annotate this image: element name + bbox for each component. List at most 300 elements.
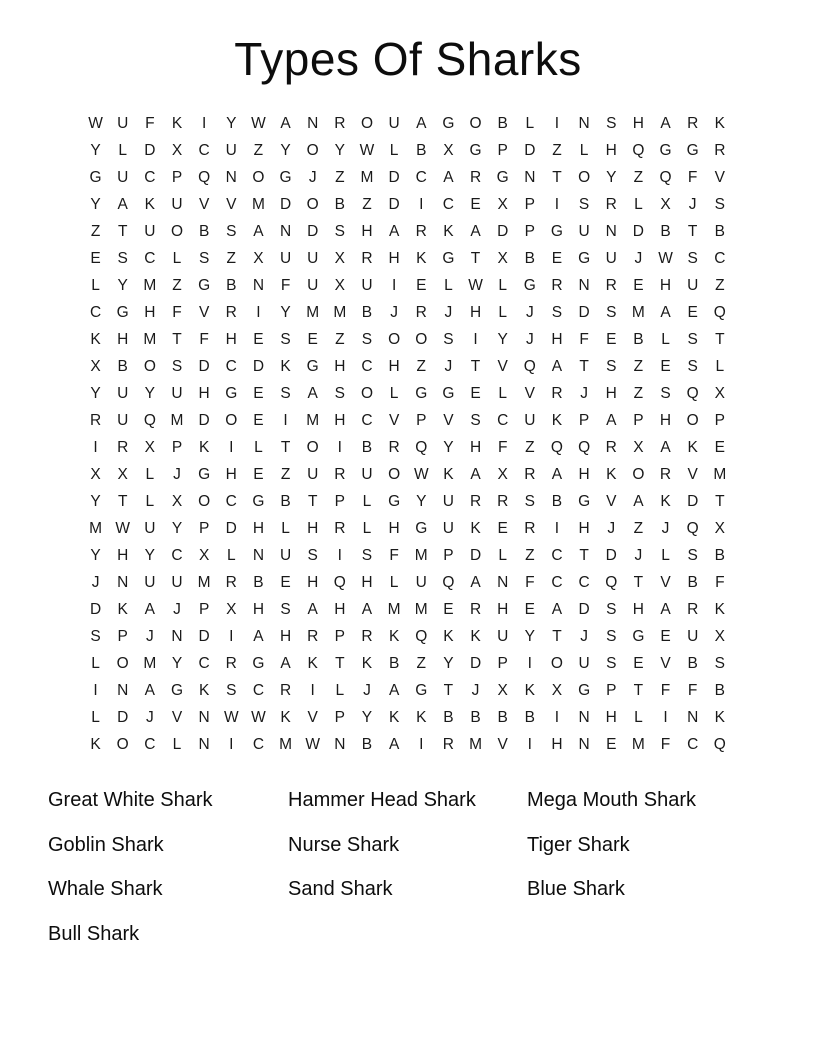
grid-cell: R: [605, 438, 617, 456]
grid-cell: P: [198, 519, 210, 537]
grid-cell: Q: [605, 573, 618, 591]
grid-cell: Q: [442, 573, 455, 591]
grid-cell: Y: [334, 141, 345, 159]
grid-cell: X: [443, 141, 454, 159]
grid-cell: H: [632, 600, 644, 618]
grid-cell: E: [606, 330, 617, 348]
grid-cell: S: [714, 654, 725, 672]
grid-cell: G: [415, 384, 428, 402]
grid-cell: O: [388, 330, 401, 348]
grid-cell: C: [144, 249, 156, 267]
grid-cell: Q: [713, 735, 726, 753]
grid-cell: B: [253, 573, 264, 591]
word-list-item: Whale Shark: [48, 878, 163, 901]
grid-cell: Z: [633, 384, 644, 402]
grid-cell: F: [687, 681, 698, 699]
grid-cell: L: [145, 465, 155, 483]
grid-cell: U: [171, 384, 183, 402]
grid-cell: O: [225, 411, 238, 429]
grid-cell: R: [89, 411, 102, 429]
grid-cell: I: [337, 438, 342, 456]
grid-cell: R: [551, 384, 563, 402]
grid-cell: G: [578, 492, 591, 510]
grid-cell: O: [388, 465, 401, 483]
grid-cell: I: [419, 195, 424, 213]
grid-cell: O: [415, 330, 428, 348]
grid-cell: U: [361, 276, 373, 294]
grid-cell: J: [145, 708, 154, 726]
grid-cell: N: [687, 708, 699, 726]
grid-cell: T: [579, 546, 589, 564]
grid-cell: R: [524, 465, 536, 483]
grid-cell: I: [419, 735, 424, 753]
grid-cell: P: [497, 654, 508, 672]
grid-cell: K: [714, 600, 725, 618]
grid-cell: G: [198, 276, 211, 294]
grid-cell: Z: [633, 168, 644, 186]
grid-cell: Y: [361, 708, 373, 726]
grid-cell: Z: [715, 276, 725, 294]
grid-cell: C: [171, 546, 183, 564]
grid-cell: S: [687, 249, 698, 267]
grid-cell: W: [251, 114, 266, 132]
grid-cell: Q: [523, 357, 536, 375]
grid-cell: U: [388, 114, 400, 132]
grid-cell: F: [687, 168, 698, 186]
grid-cell: G: [632, 627, 645, 645]
grid-cell: S: [606, 627, 617, 645]
grid-cell: B: [198, 222, 210, 240]
grid-cell: J: [580, 627, 588, 645]
grid-cell: R: [225, 573, 237, 591]
grid-cell: L: [145, 492, 155, 510]
grid-cell: J: [173, 600, 181, 618]
grid-cell: P: [578, 411, 590, 429]
grid-cell: B: [361, 735, 373, 753]
grid-cell: O: [306, 438, 319, 456]
grid-cell: E: [633, 276, 644, 294]
grid-cell: D: [198, 357, 210, 375]
grid-cell: A: [416, 114, 427, 132]
grid-cell: B: [551, 492, 563, 510]
grid-cell: J: [580, 384, 588, 402]
grid-cell: X: [144, 438, 156, 456]
grid-cell: L: [498, 276, 507, 294]
grid-cell: Q: [632, 141, 645, 159]
grid-cell: G: [170, 681, 184, 699]
grid-cell: R: [605, 195, 617, 213]
grid-cell: Q: [415, 627, 428, 645]
grid-cell: D: [307, 222, 319, 240]
grid-cell: A: [470, 465, 481, 483]
grid-cell: M: [333, 303, 347, 321]
grid-cell: G: [252, 654, 265, 672]
grid-cell: G: [578, 681, 591, 699]
grid-cell: G: [496, 168, 509, 186]
grid-cell: U: [578, 222, 590, 240]
grid-cell: I: [310, 681, 315, 699]
grid-cell: W: [658, 249, 673, 267]
grid-cell: R: [361, 249, 373, 267]
grid-cell: N: [578, 114, 590, 132]
grid-cell: B: [714, 222, 725, 240]
grid-cell: F: [172, 303, 182, 321]
grid-cell: T: [117, 222, 128, 240]
grid-cell: A: [388, 735, 400, 753]
grid-cell: A: [443, 168, 454, 186]
grid-cell: N: [225, 168, 237, 186]
grid-cell: B: [416, 141, 427, 159]
grid-cell: Q: [578, 438, 591, 456]
grid-cell: D: [578, 303, 590, 321]
grid-cell: O: [306, 141, 319, 159]
grid-cell: H: [551, 735, 563, 753]
grid-cell: M: [360, 168, 374, 186]
grid-cell: B: [443, 708, 454, 726]
grid-cell: L: [498, 303, 507, 321]
grid-cell: X: [171, 492, 183, 510]
grid-cell: U: [578, 654, 590, 672]
grid-cell: M: [170, 411, 184, 429]
grid-cell: R: [469, 600, 482, 618]
grid-cell: W: [88, 114, 103, 132]
grid-cell: J: [688, 195, 697, 213]
grid-cell: C: [714, 249, 726, 267]
grid-cell: I: [93, 438, 98, 456]
grid-cell: J: [607, 519, 616, 537]
grid-cell: I: [93, 681, 98, 699]
grid-cell: P: [524, 195, 535, 213]
grid-cell: D: [388, 195, 400, 213]
grid-cell: M: [387, 600, 401, 618]
grid-cell: G: [686, 141, 699, 159]
grid-cell: A: [633, 492, 644, 510]
grid-cell: M: [306, 411, 320, 429]
grid-cell: T: [470, 357, 481, 375]
grid-cell: J: [145, 627, 154, 645]
grid-cell: T: [307, 492, 318, 510]
grid-cell: Y: [443, 654, 454, 672]
grid-cell: S: [606, 600, 617, 618]
grid-cell: E: [280, 573, 291, 591]
grid-cell: Z: [253, 141, 264, 159]
grid-cell: I: [663, 708, 668, 726]
grid-cell: R: [605, 276, 617, 294]
grid-cell: E: [443, 600, 454, 618]
grid-cell: N: [198, 708, 210, 726]
grid-cell: P: [117, 627, 128, 645]
grid-cell: E: [660, 627, 671, 645]
grid-cell: B: [388, 654, 400, 672]
grid-cell: S: [280, 600, 291, 618]
grid-cell: R: [687, 600, 699, 618]
grid-cell: Z: [335, 330, 345, 348]
grid-cell: S: [660, 384, 671, 402]
grid-cell: L: [172, 249, 182, 267]
grid-cell: U: [524, 411, 536, 429]
grid-cell: J: [444, 303, 453, 321]
grid-cell: U: [279, 546, 292, 564]
grid-cell: A: [280, 114, 291, 132]
grid-cell: K: [90, 735, 101, 753]
grid-cell: L: [498, 546, 507, 564]
grid-cell: L: [634, 195, 643, 213]
grid-cell: I: [229, 627, 234, 645]
grid-cell: Z: [416, 654, 426, 672]
grid-cell: D: [605, 546, 617, 564]
grid-cell: C: [144, 735, 156, 753]
grid-cell: F: [145, 114, 155, 132]
grid-cell: I: [554, 708, 560, 726]
grid-cell: T: [117, 492, 128, 510]
grid-cell: B: [497, 114, 508, 132]
grid-cell: H: [605, 141, 617, 159]
grid-cell: O: [469, 114, 482, 132]
grid-cell: H: [252, 600, 265, 618]
grid-cell: T: [579, 357, 589, 375]
grid-cell: Q: [686, 384, 699, 402]
grid-cell: I: [256, 303, 261, 321]
grid-cell: C: [252, 735, 265, 753]
grid-cell: S: [687, 357, 698, 375]
grid-cell: S: [226, 681, 237, 699]
grid-cell: W: [251, 708, 266, 726]
grid-cell: H: [117, 546, 129, 564]
grid-cell: M: [306, 303, 320, 321]
grid-cell: F: [579, 330, 589, 348]
grid-cell: G: [415, 681, 428, 699]
grid-cell: I: [229, 438, 234, 456]
grid-cell: H: [361, 222, 373, 240]
grid-cell: R: [361, 627, 373, 645]
grid-cell: S: [687, 330, 698, 348]
grid-cell: O: [632, 465, 645, 483]
grid-cell: G: [442, 384, 455, 402]
grid-cell: O: [306, 195, 319, 213]
grid-cell: U: [144, 519, 156, 537]
grid-cell: G: [252, 492, 265, 510]
grid-cell: B: [470, 708, 481, 726]
grid-cell: U: [225, 141, 237, 159]
grid-cell: H: [334, 411, 346, 429]
grid-cell: O: [116, 654, 129, 672]
word-list-item: Nurse Shark: [288, 833, 400, 856]
grid-cell: S: [606, 654, 617, 672]
grid-cell: U: [442, 492, 454, 510]
grid-cell: O: [116, 735, 129, 753]
grid-cell: G: [442, 114, 455, 132]
grid-cell: H: [659, 276, 672, 294]
grid-cell: O: [252, 168, 265, 186]
grid-cell: A: [606, 411, 617, 429]
grid-cell: T: [633, 573, 644, 591]
grid-cell: K: [90, 330, 101, 348]
grid-cell: K: [470, 627, 481, 645]
grid-cell: E: [687, 303, 698, 321]
grid-cell: H: [388, 249, 400, 267]
grid-cell: W: [223, 708, 239, 726]
grid-cell: O: [686, 411, 699, 429]
grid-cell: Y: [280, 141, 291, 159]
grid-cell: A: [388, 681, 400, 699]
grid-cell: C: [144, 168, 156, 186]
grid-cell: K: [361, 654, 373, 672]
grid-cell: C: [225, 492, 237, 510]
grid-cell: L: [254, 438, 263, 456]
grid-cell: N: [578, 735, 590, 753]
grid-cell: J: [444, 357, 453, 375]
grid-cell: E: [633, 654, 644, 672]
grid-cell: U: [117, 411, 129, 429]
grid-cell: R: [415, 303, 427, 321]
grid-cell: V: [388, 411, 400, 429]
grid-cell: C: [415, 168, 427, 186]
grid-cell: R: [307, 627, 319, 645]
grid-cell: A: [551, 465, 563, 483]
grid-cell: X: [497, 681, 508, 699]
grid-cell: P: [334, 627, 345, 645]
grid-cell: F: [715, 573, 725, 591]
grid-cell: H: [334, 357, 346, 375]
grid-cell: U: [442, 519, 454, 537]
grid-cell: C: [551, 573, 563, 591]
grid-cell: I: [473, 330, 478, 348]
grid-cell: L: [661, 330, 670, 348]
grid-cell: B: [714, 681, 725, 699]
grid-cell: V: [198, 195, 210, 213]
grid-cell: B: [334, 195, 345, 213]
grid-cell: D: [578, 600, 590, 618]
grid-cell: C: [551, 546, 563, 564]
grid-cell: M: [143, 330, 157, 348]
grid-cell: B: [361, 303, 373, 321]
grid-cell: H: [388, 357, 400, 375]
grid-cell: L: [661, 546, 670, 564]
grid-cell: B: [660, 222, 671, 240]
grid-cell: M: [89, 519, 103, 537]
grid-cell: H: [605, 708, 617, 726]
grid-cell: R: [497, 492, 509, 510]
grid-cell: J: [661, 519, 670, 537]
grid-cell: K: [280, 357, 291, 375]
grid-cell: G: [116, 303, 129, 321]
grid-cell: T: [280, 438, 291, 456]
grid-cell: G: [89, 168, 102, 186]
grid-cell: E: [470, 384, 481, 402]
grid-cell: A: [280, 654, 291, 672]
grid-cell: R: [334, 114, 346, 132]
grid-cell: G: [388, 492, 401, 510]
grid-cell: T: [443, 681, 454, 699]
grid-cell: G: [550, 222, 563, 240]
grid-cell: T: [633, 681, 644, 699]
grid-cell: H: [578, 465, 590, 483]
grid-cell: T: [552, 627, 562, 645]
grid-cell: X: [117, 465, 128, 483]
grid-cell: S: [687, 546, 698, 564]
grid-cell: T: [172, 330, 182, 348]
grid-cell: L: [91, 654, 100, 672]
grid-cell: P: [524, 222, 535, 240]
grid-cell: C: [198, 141, 210, 159]
grid-cell: U: [117, 384, 129, 402]
grid-cell: C: [198, 654, 210, 672]
grid-cell: D: [279, 195, 292, 213]
grid-cell: X: [714, 384, 725, 402]
grid-cell: Q: [198, 168, 211, 186]
grid-cell: B: [524, 708, 535, 726]
grid-cell: I: [229, 735, 234, 753]
grid-cell: K: [198, 681, 210, 699]
grid-cell: L: [525, 114, 535, 132]
grid-cell: R: [334, 465, 346, 483]
grid-cell: J: [390, 303, 398, 321]
grid-cell: Z: [335, 168, 345, 186]
grid-cell: S: [307, 546, 318, 564]
grid-cell: H: [605, 384, 617, 402]
grid-cell: L: [715, 357, 725, 375]
grid-cell: R: [279, 681, 292, 699]
grid-cell: Q: [713, 303, 726, 321]
grid-cell: Q: [415, 438, 428, 456]
grid-cell: B: [687, 573, 698, 591]
grid-cell: F: [389, 546, 399, 564]
grid-cell: S: [171, 357, 183, 375]
grid-cell: V: [443, 411, 454, 429]
grid-cell: U: [144, 222, 156, 240]
grid-cell: G: [415, 519, 428, 537]
grid-cell: N: [307, 114, 319, 132]
grid-cell: E: [416, 276, 427, 294]
grid-cell: G: [469, 141, 482, 159]
grid-cell: M: [631, 303, 645, 321]
grid-cell: A: [660, 438, 671, 456]
grid-cell: O: [198, 492, 211, 510]
grid-cell: R: [415, 222, 427, 240]
grid-cell: I: [527, 735, 532, 753]
word-list-item: Sand Shark: [288, 878, 393, 901]
grid-cell: K: [660, 492, 671, 510]
grid-cell: D: [89, 600, 102, 618]
grid-cell: S: [117, 249, 128, 267]
grid-cell: Y: [524, 627, 535, 645]
grid-cell: I: [554, 519, 560, 537]
grid-cell: V: [524, 384, 535, 402]
grid-cell: O: [360, 384, 373, 402]
word-list-item: Great White Shark: [48, 788, 213, 811]
grid-cell: U: [361, 465, 373, 483]
grid-cell: G: [198, 465, 211, 483]
grid-cell: K: [470, 519, 481, 537]
grid-cell: S: [280, 384, 291, 402]
grid-cell: A: [470, 573, 481, 591]
grid-cell: R: [524, 519, 536, 537]
grid-cell: S: [578, 195, 590, 213]
grid-cell: S: [198, 249, 210, 267]
grid-cell: R: [659, 465, 672, 483]
grid-cell: D: [198, 411, 210, 429]
grid-cell: J: [308, 168, 317, 186]
word-list-item: Tiger Shark: [527, 833, 630, 856]
grid-cell: M: [251, 195, 265, 213]
grid-cell: A: [307, 600, 318, 618]
grid-cell: E: [524, 600, 535, 618]
grid-cell: X: [660, 195, 671, 213]
grid-cell: L: [91, 708, 100, 726]
grid-cell: W: [359, 141, 375, 159]
grid-cell: T: [470, 249, 481, 267]
grid-cell: K: [144, 195, 156, 213]
